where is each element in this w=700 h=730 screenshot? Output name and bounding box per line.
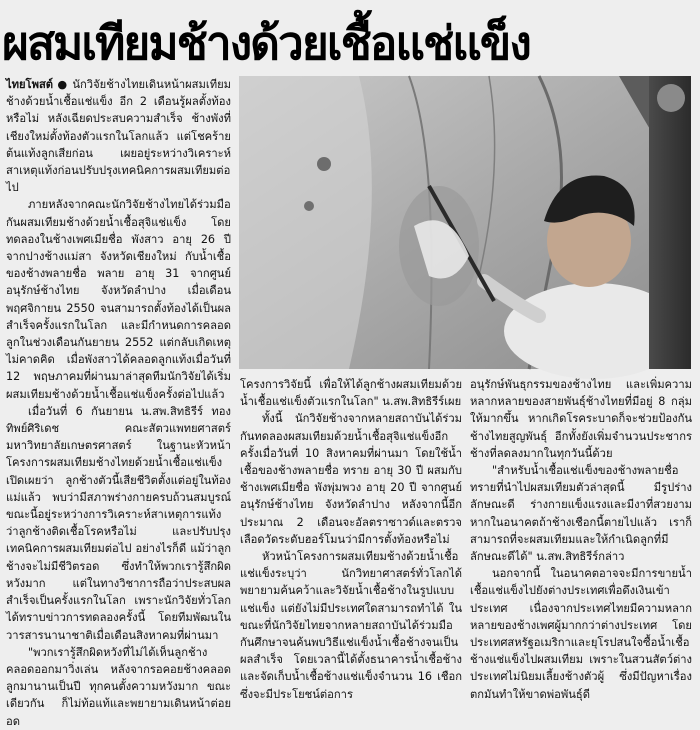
article-column-1	[6, 76, 232, 728]
person-background	[649, 76, 691, 369]
photo-illustration	[239, 76, 691, 369]
article-column-3	[470, 376, 692, 701]
paragraph: เมื่อวันที่ 6 กันยายน น.สพ.สิทธิรีร์ ทองทิพย์ศิริเดช คณะสัตวแพทยศาสตร์ มหาวิทยาลัยเกษตรศาสตร์ ในฐานะหัวหน้าโครงการผสมเทียมช้างไทยด้วยน้ำเชื้อแช่แข็ง เปิดเผยว่า ลูกช้างตัวนี้เสียชีวิตตั้งแต่อยู่ในท้องแม่แล้ว พบว่ามีสภาพร่างกายครบถ้วนสมบูรณ์ ขณะนี้อยู่ระหว่างการวิเคราะห์สาเหตุการแท้งว่าลูกช้างติดเชื้อโรคหรือไม่ และปรับปรุงเทคนิคการผสมเทียมต่อไป อย่างไรก็ดี แม้ว่าลูกช้างจะไม่มีชีวิตรอด ซึ่งทำให้พวกเรารู้สึกผิดหวังมาก แต่ในทางวิชาการถือว่าประสบผลสำเร็จเป็นครั้งแรกในโลก เพราะนักวิจัยทั่วโลกได้ทราบข่าวการทดลองครั้งนี้ โดยทีมพัฒนในวารสารนานาชาติเมื่อเดือนสิงหาคมที่ผ่านมา	[6, 404, 231, 642]
paragraph: นอกจากนี้ ในอนาคตอาจจะมีการขายน้ำเชื้อแช่แข็งไปยังต่างประเทศเพื่อดึงเงินเข้าประเทศ เนื่องจากประเทศไทยมีความหลากหลายของช้างเพศผู้มากกว่าต่างประเทศ โดยประเทศสหรัฐอเมริกาและยุโรปสนใจซื้อน้ำเชื้อช้างแช่แข็งไปผสมเทียม เพราะในสวนสัตว์ต่างประเทศไม่นิยมเลี้ยงช้างตัวผู้ ซึ่งมีปัญหาเรื่องตกมันทำให้ขาดพ่อพันธุ์ดี	[470, 567, 692, 701]
paragraph: "พวกเรารู้สึกผิดหวังที่ไม่ได้เห็นลูกช้างคลอดออกมาวิ่งเล่น หลังจากรอคอยช้างคลอดลูกมานานเป็นปี ทุกคนตั้งความหวังมาก ขณะเดียวกัน ก็ไม่ท้อแท้และพยายามเดินหน้าต่อยอด	[6, 645, 231, 728]
elephant-insemination-photo	[239, 76, 691, 369]
paragraph: หัวหน้าโครงการผสมเทียมช้างด้วยน้ำเชื้อแช่แข็งระบุว่า นักวิทยาศาสตร์ทั่วโลกได้พยายามค้นคว้าและวิจัยน้ำเชื้อช้างในรูปแบบแช่แข็ง แต่ยังไม่มีประเทศใดสามารถทำได้ ในขณะที่นักวิจัยไทยจากหลายสถาบันได้ร่วมมือกันศึกษาจนค้นพบวิธีแช่แข็งน้ำเชื้อช้างจนเป็นผลสำเร็จ โดยเวลานี้ได้ตั้งธนาคารน้ำเชื้อช้าง และจัดเก็บน้ำเชื้อช้างแช่แข็งจำนวน 16 เชือก ซึ่งจะมีประโยชน์ต่อการ	[240, 550, 462, 701]
article-column-2	[240, 376, 462, 701]
lead-text: นักวิจัยช้างไทยเดินหน้าผสมเทียมช้างด้วยน้ำเชื้อแช่แข็ง อีก 2 เดือนรู้ผลตั้งท้องหรือไม่ หลังเฉียดประสบความสำเร็จ ช้างพังที่เชียงใหม่ตั้งท้องตัวแรกในโลกแล้ว แต่โชคร้ายต้นแท้งลูกเสียก่อน เผยอยู่ระหว่างวิเคราะห์สาเหตุแท้งก่อนปรับปรุงเทคนิคการผสมเทียมต่อไป	[6, 78, 232, 195]
bullet-icon: ●	[57, 78, 68, 91]
byline: ไทยโพสต์	[6, 78, 54, 91]
paragraph: ภายหลังจากคณะนักวิจัยช้างไทยได้ร่วมมือกันผสมเทียมช้างด้วยน้ำเชื้อสุจิแช่แข็ง โดยทดลองในช้างเพศเมียชื่อ พังสาว อายุ 26 ปี จากปางช้างแม่สา จังหวัดเชียงใหม่ กับน้ำเชื้อของช้างพลายชื่อ พลาย อายุ 31 จากศูนย์อนุรักษ์ช้างไทย จังหวัดลำปาง เมื่อเดือนพฤศจิกายน 2550 จนสามารถตั้งท้องได้เป็นผลสำเร็จครั้งแรกในโลก และมีกำหนดการคลอดลูกในช่วงเดือนกันยายน 2552 แต่กลับเกิดเหตุไม่คาดคิด เมื่อพังสาวได้คลอดลูกแท้งเมื่อวันที่ 12 พฤษภาคมที่ผ่านมาล่าสุดทีมนักวิจัยได้เริ่มผสมเทียมช้างด้วยน้ำเชื้อแช่แข็งครั้งต่อไปแล้ว	[6, 198, 231, 401]
paragraph: "สำหรับน้ำเชื้อแช่แข็งของช้างพลายชื่อทรายที่นำไปผสมเทียมตัวล่าสุดนี้ มีรูปร่างลักษณะดี ร่างกายแข็งแรงและมีงาที่สวยงาม หากในอนาคตถ้าช้างเชือกนี้ตายไปแล้ว เราก็สามารถที่จะผสมเทียมและให้กำเนิดลูกที่มีลักษณะดีได้" น.สพ.สิทธิรีร์กล่าว	[470, 464, 692, 564]
paragraph: ทั้งนี้ นักวิจัยช้างจากหลายสถาบันได้ร่วมกันทดลองผสมเทียมด้วยน้ำเชื้อสุจิแช่แข็งอีกครั้งเมื่อวันที่ 10 สิงหาคมที่ผ่านมา โดยใช้น้ำเชื้อของช้างพลายชื่อ ทราย อายุ 30 ปี ผสมกับช้างเพศเมียชื่อ พังพุ่มพวง อายุ 20 ปี จากศูนย์อนุรักษ์ช้างไทย จังหวัดลำปาง หลังจากนี้อีกประมาณ 2 เดือนจะอัลตราซาวด์และตรวจเลือดวัดระดับฮอร์โมนว่ามีการตั้งท้องหรือไม่	[240, 412, 462, 546]
paragraph: โครงการวิจัยนี้ เพื่อให้ได้ลูกช้างผสมเทียมด้วยน้ำเชื้อแช่แข็งตัวแรกในโลก" น.สพ.สิทธิรีร์เผย	[240, 378, 462, 409]
paragraph: อนุรักษ์พันธุกรรมของช้างไทย และเพิ่มความหลากหลายของสายพันธุ์ช้างไทยที่มีอยู่ 8 กลุ่มให้มากขึ้น หากเกิดโรคระบาดก็จะช่วยป้องกันช้างไทยสูญพันธุ์ อีกทั้งยังเพิ่มจำนวนประชากรช้างที่ลดลงมากในทุกวันนี้ด้วย	[470, 378, 692, 460]
lead-paragraph	[6, 76, 231, 196]
headline: ผสมเทียมช้างด้วยเชื้อแช่แข็ง	[2, 16, 530, 70]
